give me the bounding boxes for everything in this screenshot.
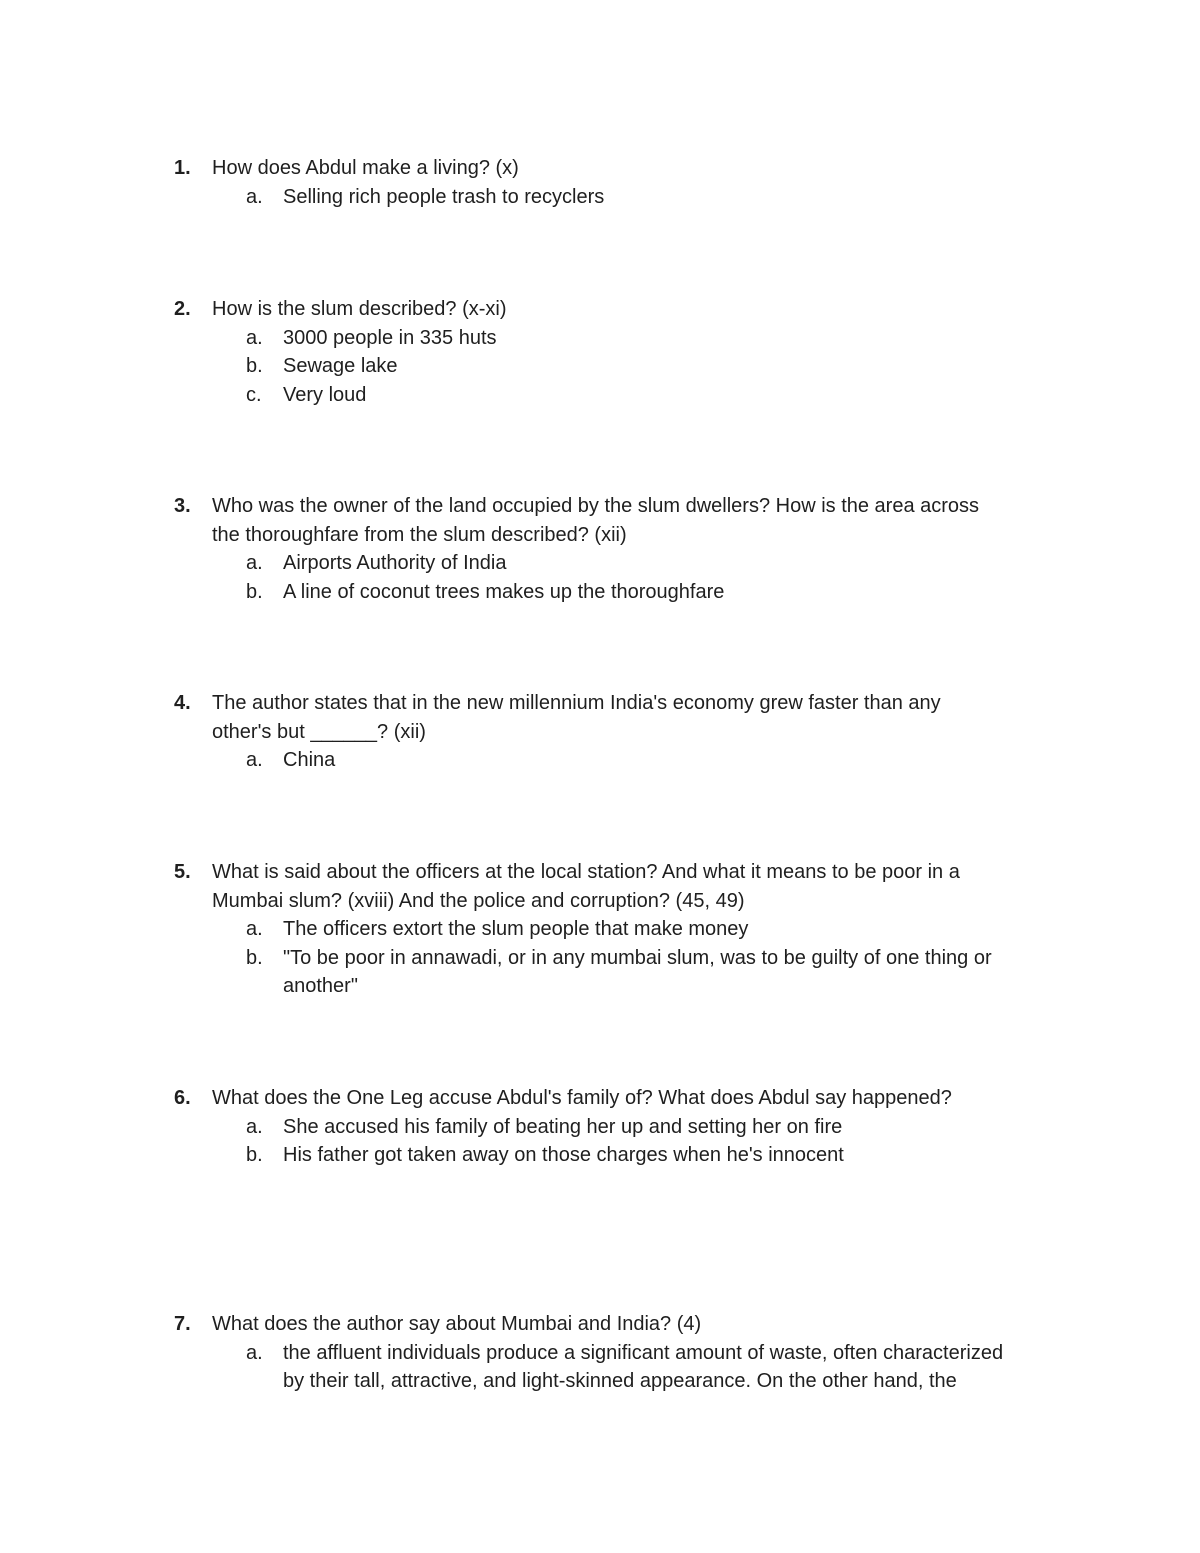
question-text: The author states that in the new millennium India's economy grew faster than any [212, 692, 941, 714]
answer-text: The officers extort the slum people that make money [283, 918, 749, 940]
answer-text: Selling rich people trash to recyclers [283, 185, 605, 208]
answer-text: Very loud [283, 383, 367, 406]
answer-letter: a. [246, 749, 263, 771]
answer-letter: a. [246, 918, 263, 940]
question-number: 5. [174, 861, 191, 883]
question-text: other's but ______? (xii) [212, 720, 426, 743]
answer-text: by their tall, attractive, and light-skinned appearance. On the other hand, the [283, 1370, 957, 1392]
question-text: Who was the owner of the land occupied by the slum dwellers? How is the area across [212, 495, 980, 517]
answer-letter: b. [246, 1144, 263, 1166]
answer-letter: a. [246, 1341, 263, 1364]
answer-text: His father got taken away on those charges when he's innocent [283, 1144, 844, 1166]
answer-letter: a. [246, 1115, 263, 1138]
answer-text: A line of coconut trees makes up the thoroughfare [283, 580, 725, 603]
question-number: 1. [174, 157, 191, 179]
answer-letter: b. [246, 355, 263, 377]
question-number: 3. [174, 495, 191, 517]
answer-text: 3000 people in 335 huts [283, 326, 497, 349]
question-text: the thoroughfare from the slum described? (xii) [212, 523, 627, 546]
answer-letter: b. [246, 580, 263, 603]
answer-letter: a. [246, 326, 263, 349]
answer-letter: a. [246, 552, 263, 574]
question-text: How is the slum described? (x-xi) [212, 298, 507, 320]
answer-text: Airports Authority of India [283, 552, 507, 574]
question-number: 4. [174, 692, 191, 714]
question-text: What does the One Leg accuse Abdul's family of? What does Abdul say happened? [212, 1087, 952, 1109]
question-number: 7. [174, 1313, 191, 1335]
question-text: How does Abdul make a living? (x) [212, 157, 519, 179]
answer-text: another" [283, 975, 358, 997]
answer-text: "To be poor in annawadi, or in any mumbai slum, was to be guilty of one thing or [283, 946, 992, 969]
question-text: What is said about the officers at the local station? And what it means to be poor in a [212, 861, 960, 883]
answer-letter: b. [246, 946, 263, 969]
question-text: Mumbai slum? (xviii) And the police and corruption? (45, 49) [212, 889, 745, 912]
question-number: 2. [174, 298, 191, 320]
question-text: What does the author say about Mumbai and India? (4) [212, 1313, 702, 1335]
answer-letter: a. [246, 185, 263, 208]
answer-text: Sewage lake [283, 355, 398, 377]
question-number: 6. [174, 1087, 191, 1109]
answer-letter: c. [246, 383, 262, 406]
answer-text: China [283, 749, 336, 771]
answer-text: the affluent individuals produce a significant amount of waste, often characterized [283, 1341, 1004, 1364]
answer-text: She accused his family of beating her up and setting her on fire [283, 1115, 843, 1138]
